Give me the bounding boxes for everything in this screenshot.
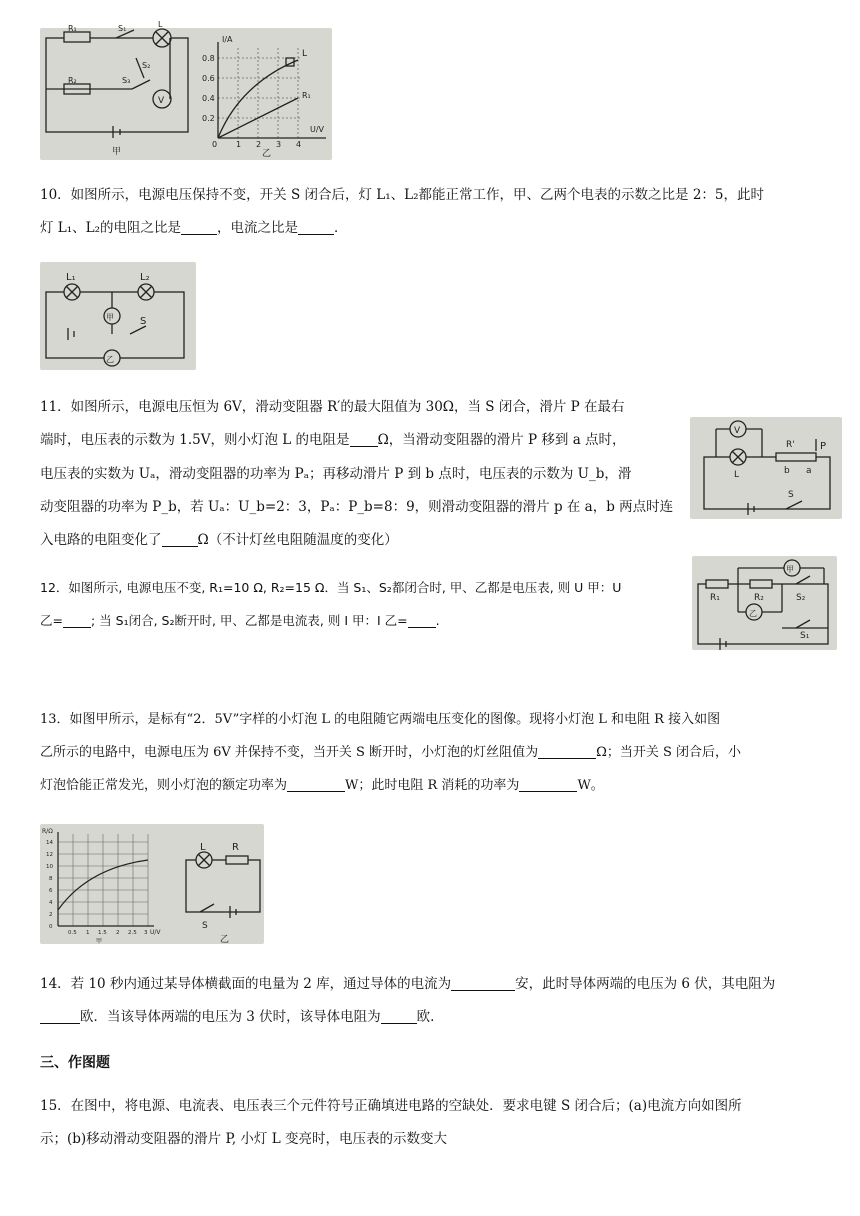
figure-q10-circuit [40,262,196,370]
q10-line-1: 10．如图所示，电源电压保持不变，开关 S 闭合后，灯 L₁、L₂都能正常工作，甲、乙两个电表的示数之比是 2：5，此时 [40,187,765,203]
label-r1: R₁ [710,593,720,603]
graph-xtick: 3 [144,930,148,936]
graph-ytick: 14 [46,840,53,846]
q11-line-1: 11．如图所示，电源电压恒为 6V，滑动变阻器 R′的最大阻值为 30Ω，当 S 闭合，滑片 P 在最右 [40,399,625,415]
graph-ylabel: I/A [222,35,233,44]
graph-ytick: 8 [49,876,53,882]
label-r2: R₂ [754,593,764,603]
figure-q12-circuit [692,556,837,650]
answer-blank[interactable] [538,744,596,759]
graph-xlabel: U/V [150,929,161,936]
graph-ytick: 2 [49,912,53,918]
answer-blank[interactable] [63,613,91,628]
graph-ytick: 6 [49,888,53,894]
q12-line-1: 12．如图所示, 电源电压不变, R₁=10 Ω, R₂=15 Ω．当 S₁、S₂都闭合时, 甲、乙都是电压表, 则 U 甲：U [40,580,622,595]
q11-line-3: 电压表的实数为 Uₐ，滑动变阻器的功率为 Pₐ；再移动滑片 P 到 b 点时，电压表的示数为 U_b，滑 [40,466,632,482]
label-r1: R₁ [68,24,77,33]
answer-blank[interactable] [181,220,217,235]
answer-blank[interactable] [519,777,577,792]
label-l1: L₁ [66,272,76,283]
graph-ylabel: R/Ω [42,828,53,835]
graph-xtick: 3 [276,140,282,149]
label-s: S [140,316,147,327]
q11-line-4: 动变阻器的功率为 P_b，若 Uₐ：U_b=2：3，Pₐ：P_b=8：9，则滑动变阻器的滑片 p 在 a，b 两点时连 [40,499,674,515]
label-r2: R₂ [68,76,77,85]
label-s1: S₁ [800,631,810,641]
answer-blank[interactable] [408,613,436,628]
meter-v: V [734,426,741,436]
section-heading: 三、作图题 [40,1055,110,1071]
curve-label-l: L [302,49,308,59]
graph-xtick: 0 [212,140,218,149]
meter-yi: 乙 [749,609,757,618]
label-l: L [200,842,206,853]
q11-line-5: 入电路的电阻变化了 Ω（不计灯丝电阻随温度的变化） [40,532,398,548]
caption-yi: 乙 [220,935,230,945]
figure-q13-graph-and-circuit [40,824,264,944]
label-s2: S₂ [142,61,151,70]
graph-xtick: 1.5 [98,930,107,936]
graph-xtick: 4 [296,140,302,149]
graph-xlabel: U/V [310,125,325,134]
q14-line-2: 欧．当该导体两端的电压为 3 伏时，该导体电阻为 欧. [40,1007,434,1027]
graph-xtick: 1 [236,140,242,149]
label-r: R [232,842,239,853]
answer-blank[interactable] [451,976,515,991]
label-s: S [202,921,208,931]
graph-ytick: 0.6 [202,74,215,83]
graph-ytick: 12 [46,852,53,858]
answer-blank[interactable] [162,532,198,547]
answer-blank[interactable] [298,220,334,235]
label-l: L [734,470,740,480]
label-a: a [806,466,812,476]
answer-blank[interactable] [40,1009,80,1024]
meter-jia: 甲 [106,313,114,322]
q14-line-1: 14．若 10 秒内通过某导体横截面的电量为 2 库，通过导体的电流为 安，此时导体两端的电压为 6 伏，其电阻为 [40,976,776,992]
curve-label-r1: R₁ [302,91,311,100]
graph-ytick: 4 [49,900,53,906]
graph-ytick: 0.8 [202,54,215,63]
label-s: S [788,490,794,500]
graph-ytick: 10 [46,864,53,870]
graph-xtick: 2 [116,930,120,936]
q15-line-1: 15．在图中，将电源、电流表、电压表三个元件符号正确填进电路的空缺处．要求电键 S 闭合后；(a)电流方向如图所 [40,1098,742,1114]
graph-xtick: 1 [86,930,90,936]
graph-ytick: 0.2 [202,114,215,123]
label-p: P [820,441,827,452]
label-r-prime: R' [786,440,795,450]
meter-yi: 乙 [106,355,114,364]
label-voltmeter: V [158,96,165,106]
answer-blank[interactable] [381,1009,417,1024]
q13-line-2: 乙所示的电路中，电源电压为 6V 并保持不变，当开关 S 断开时，小灯泡的灯丝阻值为 Ω；当开关 S 闭合后，小 [40,745,742,760]
answer-blank[interactable] [350,432,378,447]
label-l2: L₂ [140,272,150,283]
caption-jia: 甲 [96,938,103,945]
meter-jia: 甲 [786,565,794,574]
graph-ytick: 0.4 [202,94,215,103]
q12-line-2: 乙= ; 当 S₁闭合, S₂断开时, 甲、乙都是电流表, 则 I 甲：I 乙= . [40,613,440,628]
graph-xtick: 0.5 [68,930,77,936]
q13-line-1: 13．如图甲所示，是标有“2．5V”字样的小灯泡 L 的电阻随它两端电压变化的图像。现将小灯泡 L 和电阻 R 接入如图 [40,712,721,727]
label-s2: S₂ [796,593,806,603]
label-s3: S₃ [122,76,131,85]
figure-top-circuit-and-graph [40,20,332,160]
caption-yi: 乙 [262,149,272,159]
q11-line-2: 端时，电压表的示数为 1.5V，则小灯泡 L 的电阻是 Ω，当滑动变阻器的滑片 P 移到 a 点时， [40,432,626,448]
label-l: L [158,20,163,29]
label-s1: S₁ [118,24,127,33]
figure-q11-circuit [690,417,842,519]
label-b: b [784,466,790,476]
graph-ytick: 0 [49,924,53,930]
graph-xtick: 2 [256,140,262,149]
q10-line-2: 灯 L₁、L₂的电阻之比是 ，电流之比是 ． [40,220,348,236]
q13-line-3: 灯泡恰能正常发光，则小灯泡的额定功率为 W；此时电阻 R 消耗的功率为 W。 [40,778,604,793]
graph-xtick: 2.5 [128,930,137,936]
answer-blank[interactable] [287,777,345,792]
caption-jia: 甲 [112,147,122,157]
q15-line-2: 示；(b)移动滑动变阻器的滑片 P, 小灯 L 变亮时，电压表的示数变大 [40,1131,447,1147]
